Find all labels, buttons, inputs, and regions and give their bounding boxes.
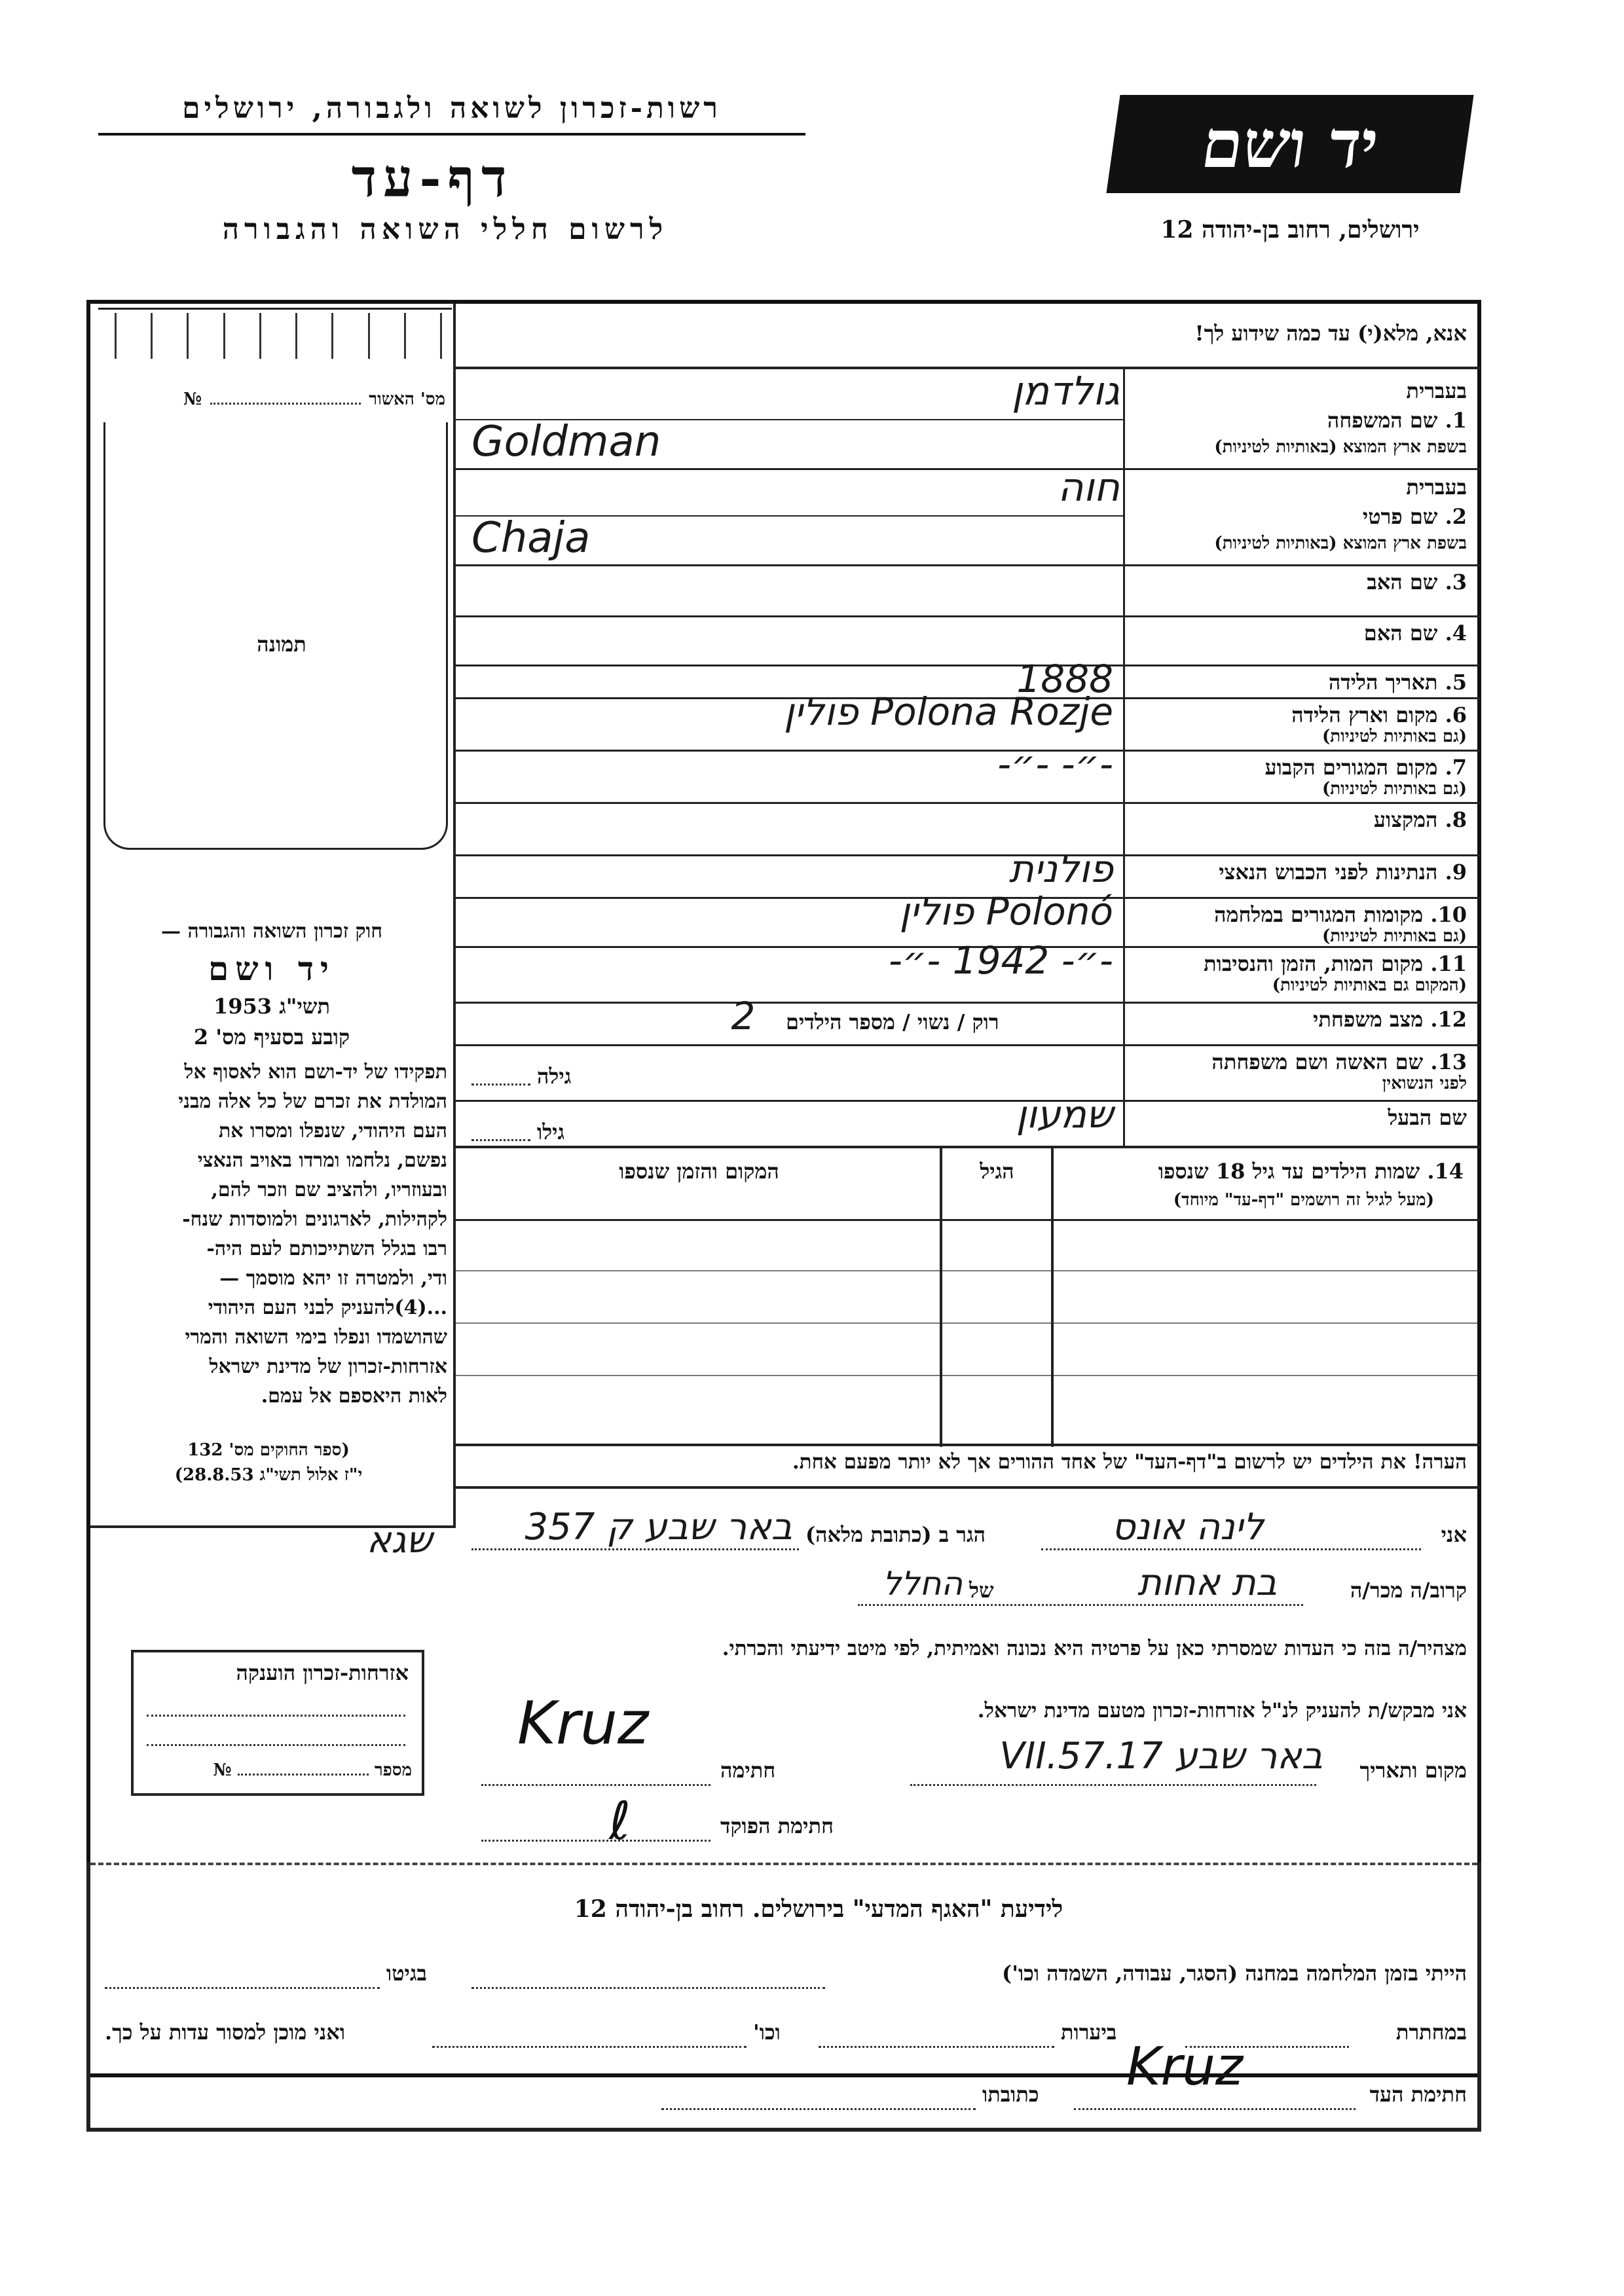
bottom-forests: ביערות	[1061, 2020, 1117, 2045]
bottom-camp-line[interactable]	[471, 1987, 825, 1989]
bottom-ready: ואני מוכן למסור עדות על כך.	[105, 2020, 346, 2045]
children-col-div2	[940, 1146, 942, 1447]
photo-label: תמונה	[257, 632, 306, 657]
field-label	[1204, 951, 1467, 976]
law-text-line: העם היהודי, שנפלו ומסרו את	[218, 1120, 447, 1142]
field-hint: בשפת ארץ המוצא (באותיות לטיניות)	[1214, 534, 1467, 553]
field-num: 7.	[1445, 755, 1467, 780]
law-text-line: רבו בגלל השתייכותם לעם היה-	[206, 1237, 447, 1260]
bottom-etc-line[interactable]	[432, 2046, 747, 2048]
label-column-divider	[1123, 367, 1125, 1146]
field-num: 5.	[1445, 670, 1467, 695]
children-row-3	[453, 1375, 1480, 1376]
field-label-text: שם הבעל	[1388, 1105, 1467, 1130]
bottom-forests-line[interactable]	[819, 2046, 1054, 2048]
field-label	[1313, 1007, 1467, 1032]
frame-bottom	[86, 2128, 1481, 2132]
field-hebrew-value[interactable]: חוה	[1058, 465, 1120, 511]
citizenship-box	[131, 1650, 424, 1796]
field-inline-label: רוק / נשוי / מספר הילדים	[786, 1010, 999, 1034]
decl-address-line	[471, 1548, 799, 1550]
children-row-2	[453, 1322, 1480, 1324]
field-value[interactable]: 2	[731, 994, 756, 1038]
decl-address-value[interactable]: באר שבע ק 357	[525, 1506, 792, 1548]
header-address: ירושלים, רחוב בן-יהודה 12	[1160, 216, 1420, 244]
decl-place-date-label: מקום ותאריך	[1359, 1758, 1467, 1783]
field-label	[1374, 807, 1467, 832]
field-hint: (גם באותיות לטיניות)	[1321, 926, 1467, 946]
citizenship-no-sym: №	[213, 1760, 232, 1780]
field-num: 2.	[1445, 504, 1467, 529]
field-num: 11.	[1430, 951, 1467, 976]
bottom-address: כתובתו	[982, 2082, 1039, 2107]
bottom-address-line[interactable]	[661, 2108, 976, 2110]
handwritten-signature-2: Kruz	[1126, 2036, 1244, 2097]
field-age-label: גילו	[537, 1120, 565, 1144]
field-age-input[interactable]	[471, 1084, 530, 1085]
field-value[interactable]: שמעון	[1016, 1092, 1113, 1137]
field-label-text: שם המשפחה	[1327, 408, 1438, 433]
field-label-text: שם האם	[1363, 621, 1438, 646]
field-label-text: תאריך הלידה	[1328, 670, 1438, 695]
law-text-line: ובעוזריו, ולהציב שם וזכר להם,	[211, 1178, 447, 1201]
margin-mark: שגא	[367, 1519, 433, 1561]
decl-name-line	[1041, 1548, 1421, 1550]
field-label	[1264, 755, 1467, 780]
form-title: דף-עד	[351, 147, 513, 209]
law-text-line: נפשם, נלחמו ומרדו באויב הנאצי	[197, 1149, 447, 1172]
law-text-line: שהושמדו ונפלו בימי השואה והמרי	[185, 1326, 447, 1349]
field-label	[1364, 621, 1467, 646]
field-num: 6.	[1445, 702, 1467, 727]
field-num: 8.	[1445, 807, 1467, 832]
bottom-witness-sig: חתימת העד	[1369, 2082, 1467, 2107]
field-label	[1388, 1105, 1467, 1130]
field-label	[1363, 504, 1467, 529]
decl-of: של	[969, 1578, 994, 1603]
law-text-line: לאות היאספם אל עמם.	[261, 1385, 447, 1408]
citizenship-line-1[interactable]	[147, 1715, 405, 1717]
barcode-top	[98, 308, 452, 310]
field-label-text: מקומות המגורים במלחמה	[1214, 902, 1424, 927]
field-latin-value[interactable]: Chaja	[471, 514, 591, 562]
children-bottom	[453, 1444, 1480, 1446]
field-value[interactable]: -״- -״-	[997, 742, 1113, 786]
children-place-col: המקום והזמן שנספו	[619, 1159, 779, 1184]
approval-no-field[interactable]	[210, 403, 361, 405]
field-label-text: שם האב	[1367, 570, 1438, 594]
field-label-text: מצב משפחתי	[1313, 1007, 1424, 1032]
bottom-witness-line[interactable]	[1074, 2108, 1356, 2110]
law-year: תשי"ג 1953	[213, 994, 330, 1019]
citizenship-no-field[interactable]	[238, 1774, 369, 1776]
field-row-line	[453, 615, 1480, 617]
note: הערה! את הילדים יש לרשום ב"דף-העד" של אחד ההורים אך לא יותר מפעם אחת.	[792, 1450, 1467, 1474]
law-text-line: ודי, ולמטרה זו יהא מוסמך —	[219, 1267, 447, 1290]
field-label	[1367, 570, 1467, 594]
field-hint: (המקום גם באותיות לטיניות)	[1272, 975, 1467, 995]
field-value[interactable]: Polonó פולין	[899, 889, 1113, 934]
bottom-line1: הייתי בזמן המלחמה במחנה (הסגר, עבודה, השמדה וכו')	[1002, 1961, 1467, 1986]
field-value[interactable]: Polona Rozje פולין	[783, 689, 1113, 734]
decl-relation-line	[858, 1604, 1303, 1606]
law-ref2: י"ז אלול תשי"ג 28.8.53)	[174, 1465, 363, 1485]
field-num: 10.	[1430, 902, 1467, 927]
yad-vashem-logo: יד ושם	[1106, 95, 1473, 193]
law-text-line: אזרחות-זכרון של מדינת ישראל	[209, 1355, 447, 1378]
decl-place-date-value[interactable]: באר שבע 17.VII.57	[999, 1735, 1323, 1777]
law-text	[103, 1057, 447, 1411]
field-row-line	[453, 564, 1480, 566]
bottom-ghetto-line[interactable]	[105, 1987, 380, 1989]
field-num: 3.	[1445, 570, 1467, 594]
field-label-text: מקום המגורים הקבוע	[1264, 755, 1438, 780]
field-value[interactable]: 1888	[1016, 657, 1113, 701]
decl-name-value[interactable]: לינה אונס	[1111, 1506, 1264, 1548]
field-value[interactable]: -״- 1942 -״-	[889, 938, 1113, 983]
field-label	[1327, 408, 1467, 433]
children-age-col: הגיל	[980, 1159, 1014, 1184]
decl-place-date-line	[910, 1784, 1316, 1786]
field-row-line	[453, 802, 1480, 804]
children-num: 14.	[1427, 1159, 1464, 1184]
children-top	[453, 1146, 1480, 1148]
field-label	[1329, 670, 1467, 695]
field-hebrew-hint: בעברית	[1406, 475, 1467, 500]
field-row-line	[453, 1002, 1480, 1004]
law-text-line: לקהילות, לארגונים ולמוסדות שנח-	[182, 1208, 447, 1231]
law-title: חוק זכרון השואה והגבורה —	[161, 920, 382, 943]
field-hebrew-value[interactable]: גולדמן	[1011, 369, 1120, 414]
decl-i: אני	[1441, 1522, 1467, 1547]
field-label	[1214, 902, 1467, 927]
bottom-etc: וכו'	[753, 2020, 781, 2045]
institution-name: רשות-זכרון לשואה ולגבורה, ירושלים	[98, 92, 805, 136]
barcode-marks	[115, 313, 442, 359]
decl-officer-line[interactable]	[481, 1840, 710, 1842]
note-line	[453, 1486, 1480, 1489]
field-label-text: המקצוע	[1373, 807, 1438, 832]
law-text-line: המולדת את זכרם של כל אלה מבני	[178, 1090, 447, 1113]
field-num: 4.	[1445, 621, 1467, 646]
decl-statement: מצהיר/ה בזה כי העדות שמסרתי כאן על פרטיה היא נכונה ואמיתית, לפי מיטב ידיעתי והכרתי.	[722, 1637, 1467, 1660]
approval-no-label: מס' האשור	[369, 390, 445, 409]
field-label	[1219, 860, 1467, 884]
decl-signature-line[interactable]	[481, 1784, 710, 1786]
law-section: קובע בסעיף מס' 2	[193, 1025, 350, 1049]
field-num: 1.	[1445, 408, 1467, 433]
field-label-text: מקום המות, הזמן והנסיבות	[1204, 951, 1424, 976]
bottom-ghetto: בגיטו	[386, 1961, 427, 1986]
law-text-line: תפקידו של יד-ושם הוא לאסוף אל	[184, 1061, 447, 1084]
form-intro: אנא, מלא(י) עד כמה שידוע לך!	[1194, 321, 1467, 346]
field-hebrew-hint: בעברית	[1406, 378, 1467, 403]
field-age-input[interactable]	[471, 1139, 530, 1141]
field-age-label: גילה	[537, 1064, 572, 1089]
field-hint: לפני הנשואין	[1382, 1074, 1467, 1093]
field-row-line	[453, 1044, 1480, 1046]
bottom-title: לידיעת "האגף המדעי" בירושלים. רחוב בן-יהודה 12	[574, 1895, 1063, 1923]
decl-of-value[interactable]: החלל	[882, 1565, 963, 1603]
frame-bottom-left	[86, 1863, 90, 2132]
law-ref1: (ספר החוקים מס' 132	[187, 1440, 350, 1460]
bottom-separator	[90, 1863, 1477, 1865]
field-num: 13.	[1430, 1049, 1467, 1074]
officer-signature: ℓ	[609, 1791, 631, 1851]
field-latin-value[interactable]: Goldman	[471, 418, 661, 466]
children-header-line	[453, 1219, 1480, 1221]
field-hint: (גם באותיות לטיניות)	[1321, 779, 1467, 799]
field-label-text: שם האשה ושם משפחתה	[1211, 1049, 1424, 1074]
field-label-text: הנתינות לפני הכבוש הנאצי	[1219, 860, 1438, 884]
field-label-text: שם פרטי	[1362, 504, 1438, 529]
field-hint: בשפת ארץ המוצא (באותיות לטיניות)	[1214, 437, 1467, 457]
handwritten-signature-1: Kruz	[517, 1689, 649, 1758]
left-panel-divider	[453, 304, 456, 1526]
bottom-underground: במחתרת	[1395, 2020, 1467, 2045]
decl-request: אני מבקש/ת להעניק לנ"ל אזרחות-זכרון מטעם מדינת ישראל.	[977, 1699, 1467, 1722]
decl-resident: הגר ב (כתובת מלאה)	[805, 1522, 986, 1547]
approval-no-sym: №	[183, 390, 202, 409]
citizenship-title: אזרחות-זכרון הוענקה	[236, 1660, 409, 1685]
law-text-line: ...(4)להעניק לבני העם היהודי	[208, 1296, 447, 1319]
citizenship-no-label: מספר	[374, 1760, 412, 1780]
citizenship-line-2[interactable]	[147, 1744, 405, 1746]
decl-relative: קרוב/ה מכר/ה	[1350, 1578, 1467, 1603]
field-value[interactable]: פולנית	[1008, 847, 1113, 891]
field-hint: (גם באותיות לטיניות)	[1321, 727, 1467, 746]
decl-signature-label: חתימה	[720, 1758, 776, 1783]
law-name: יד ושם	[208, 949, 335, 988]
frame-bottom-right	[1477, 1863, 1481, 2132]
field-label	[1291, 702, 1467, 727]
children-label: שמות הילדים עד גיל 18 שנספו	[1158, 1159, 1420, 1184]
field-num: 12.	[1430, 1007, 1467, 1032]
decl-officer-label: חתימת הפוקד	[720, 1813, 834, 1838]
children-hint: (מעל לגיל זה רושמים "דף-עד" מיוחד)	[1173, 1190, 1434, 1210]
field-num: 9.	[1445, 860, 1467, 884]
field-label-text: מקום וארץ הלידה	[1291, 702, 1438, 727]
children-row-1	[453, 1270, 1480, 1271]
decl-relation-value[interactable]: בת אחות	[1137, 1561, 1277, 1604]
children-col-div1	[1051, 1146, 1054, 1447]
form-subtitle: לרשום חללי השואה והגבורה	[222, 213, 669, 246]
field-label	[1211, 1049, 1467, 1074]
